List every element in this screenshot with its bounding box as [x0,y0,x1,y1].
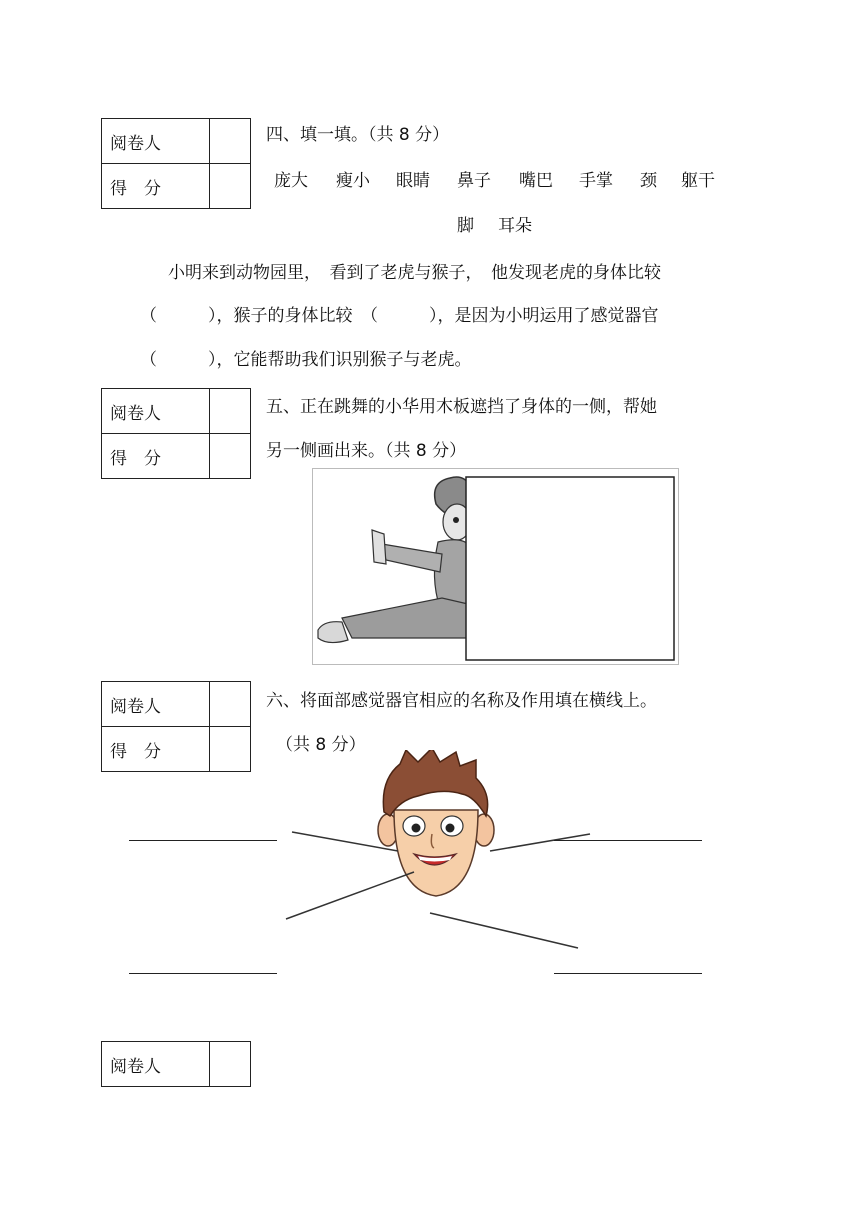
section4-title: 四、填一填。（共 8 分） [266,125,450,145]
section5-title-line1: 五、正在跳舞的小华用木板遮挡了身体的一侧，帮她 [266,397,657,417]
word-bank-item: 脚 [457,216,474,236]
score-label: 得 分 [102,434,210,479]
section4-paragraph-line2: （ ），猴子的身体比较 （ ），是因为小明运用了感觉器官 [140,306,659,326]
score-label: 得 分 [102,164,210,209]
section5-title-line2: 另一侧画出来。（共 8 分） [266,441,467,461]
section4-paragraph-line3: （ ），它能帮助我们识别猴子与老虎。 [140,350,472,370]
word-bank-item: 庞大 [274,171,308,191]
word-bank-item: 手掌 [579,171,613,191]
reviewer-label: 阅卷人 [102,119,210,164]
word-bank-item: 眼睛 [396,171,430,191]
word-bank-item: 耳朵 [498,216,532,236]
reviewer-cell[interactable] [210,1042,251,1087]
section6-title-line2: （共 8 分） [276,735,366,755]
answer-line-top-right[interactable] [554,840,702,841]
word-bank-item: 颈 [640,171,657,191]
answer-line-top-left[interactable] [129,840,277,841]
section6-title-line1: 六、将面部感觉器官相应的名称及作用填在横线上。 [266,691,657,711]
section4-paragraph-line1: 小明来到动物园里， 看到了老虎与猴子， 他发现老虎的身体比较 [168,263,661,283]
word-bank-item: 鼻子 [457,171,491,191]
answer-line-bottom-right[interactable] [554,973,702,974]
score-label: 得 分 [102,727,210,772]
answer-line-bottom-left[interactable] [129,973,277,974]
reviewer-label: 阅卷人 [102,1042,210,1087]
reviewer-label: 阅卷人 [102,389,210,434]
grader-box-7 [101,1041,251,1087]
word-bank-item: 嘴巴 [519,171,553,191]
word-bank-item: 躯干 [681,171,715,191]
reviewer-label: 阅卷人 [102,682,210,727]
word-bank-item: 瘦小 [336,171,370,191]
